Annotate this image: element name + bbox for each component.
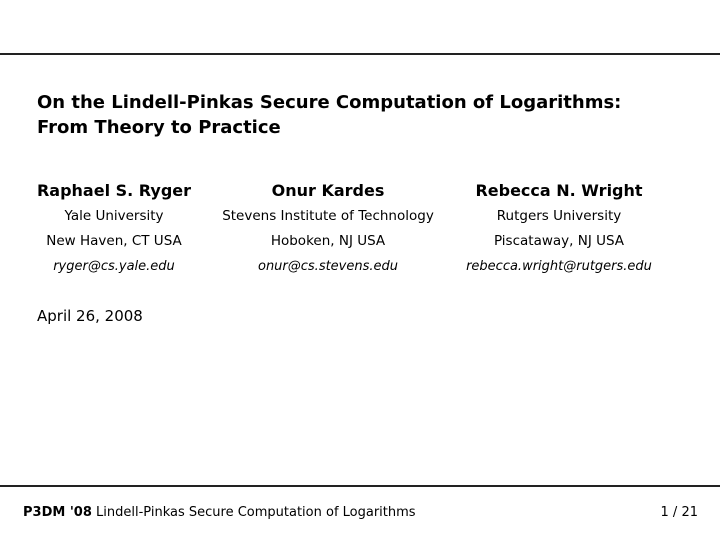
author-name: Rebecca N. Wright: [475, 181, 643, 200]
page-number: 1 / 21: [660, 505, 698, 520]
author-affiliation: Rutgers University: [496, 208, 622, 224]
author-name: Raphael S. Ryger: [36, 181, 192, 200]
footer-rule: [0, 485, 720, 487]
author-block: [439, 178, 679, 279]
title-line-1: On the Lindell-Pinkas Secure Computation of Logarithms:: [37, 92, 622, 113]
footer: [23, 505, 698, 520]
author-email: ryger@cs.yale.edu: [53, 259, 175, 274]
slide-title: [37, 90, 697, 140]
author-email: onur@cs.stevens.edu: [257, 259, 399, 274]
author-location: Piscataway, NJ USA: [493, 233, 625, 249]
author-location: New Haven, CT USA: [46, 233, 182, 249]
author-name: Onur Kardes: [271, 181, 385, 200]
author-block: [208, 178, 448, 279]
footer-short-title: Lindell-Pinkas Secure Computation of Logarithms: [96, 505, 416, 520]
presentation-date: April 26, 2008: [37, 307, 143, 325]
title-line-2: From Theory to Practice: [37, 117, 281, 138]
author-affiliation: Yale University: [64, 208, 164, 224]
author-block: [0, 178, 234, 279]
author-email: rebecca.wright@rutgers.edu: [466, 259, 652, 274]
footer-conference: P3DM '08: [23, 505, 92, 520]
author-location: Hoboken, NJ USA: [270, 233, 386, 249]
footer-left: [23, 505, 416, 520]
top-rule: [0, 53, 720, 55]
author-affiliation: Stevens Institute of Technology: [222, 208, 434, 224]
